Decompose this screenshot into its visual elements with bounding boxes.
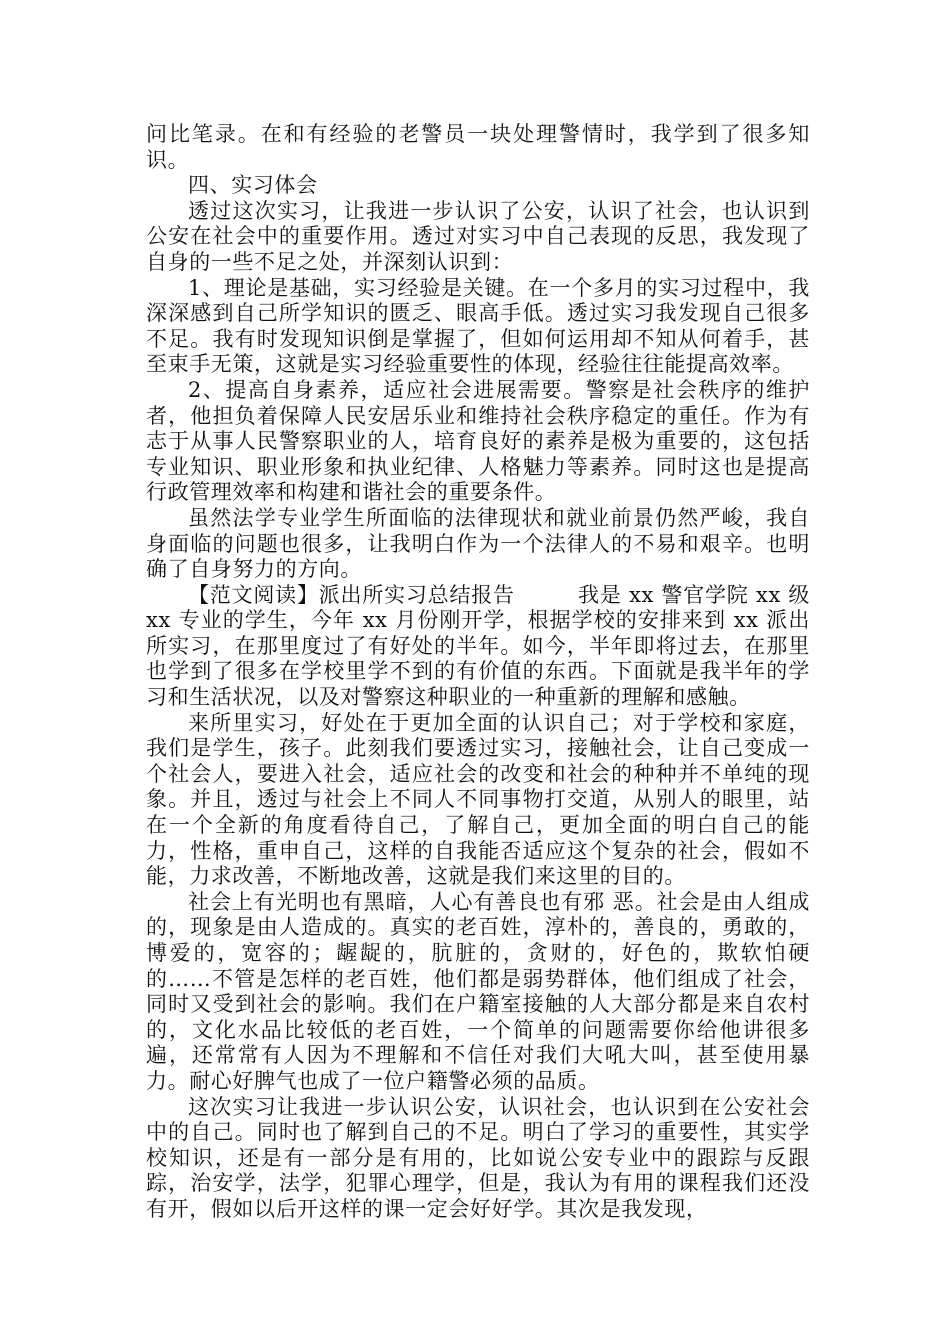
- section-heading: 四、实习体会: [188, 173, 318, 198]
- sample-title: 【范文阅读】派出所实习总结报告: [188, 582, 515, 607]
- paragraph-8: 社会上有光明也有黑暗，人心有善良也有邪 恶。社会是由人组成的，现象是由人造成的。真实的老百姓，淳朴的，善良的，勇敢的，博爱的，宽容的；龌龊的，肮脏的，贪财的，好色的，欺软怕硬的……不管是怎样的老百姓，他们都是弱势群体，他们组成了社会，同时又受到社会的影响。我们在户籍室接触的人大部分都是来自农村的，文化水品比较低的老百姓，一个简单的问题需要你给他讲很多遍，还常常有人因为不理解和不信任对我们大吼大叫，甚至使用暴力。耐心好脾气也成了一位户籍警必须的品质。: [146, 889, 810, 1093]
- paragraph-1: 问比笔录。在和有经验的老警员一块处理警情时，我学到了很多知识。: [146, 122, 810, 172]
- paragraph-3: 1、理论是基础，实习经验是关键。在一个多月的实习过程中，我深深感到自己所学知识的匮乏、眼高手低。透过实习我发现自己很多不足。我有时发现知识倒是掌握了，但如何运用却不知从何着手，甚至束手无策，这就是实习经验重要性的体现，经验往往能提高效率。: [146, 275, 810, 377]
- paragraph-4: 2、提高自身素养，适应社会进展需要。警察是社会秩序的维护者，他担负着保障人民安居乐业和维持社会秩序稳定的重任。作为有志于从事人民警察职业的人，培育良好的素养是极为重要的，这包括专业知识、职业形象和执业纪律、人格魅力等素养。同时这也是提高行政管理效率和构建和谐社会的重要条件。: [146, 377, 810, 505]
- paragraph-2: 透过这次实习，让我进一步认识了公安，认识了社会，也认识到公安在社会中的重要作用。透过对实习中自己表现的反思，我发现了自身的一些不足之处，并深刻认识到：: [146, 198, 810, 274]
- paragraph-7: 来所里实习，好处在于更加全面的认识自己；对于学校和家庭，我们是学生，孩子。此刻我们要透过实习，接触社会，让自己变成一个社会人，要进入社会，适应社会的改变和社会的种种并不单纯的现象。并且，透过与社会上不同人不同事物打交道，从别人的眼里，站在一个全新的角度看待自己，了解自己，更加全面的明白自己的能力，性格，重申自己，这样的自我能否适应这个复杂的社会，假如不能，力求改善，不断地改善，这就是我们来这里的目的。: [146, 710, 810, 889]
- paragraph-9: 这次实习让我进一步认识公安，认识社会，也认识到在公安社会中的自己。同时也了解到自己的不足。明白了学习的重要性，其实学校知识，还是有一部分是有用的，比如说公安专业中的跟踪与反跟踪，治安学，法学，犯罪心理学，但是，我认为有用的课程我们还没有开，假如以后开这样的课一定会好好学。其次是我发现，: [146, 1094, 810, 1221]
- paragraph-5: 虽然法学专业学生所面临的法律现状和就业前景仍然严峻，我自身面临的问题也很多，让我明白作为一个法律人的不易和艰辛。也明确了自身努力的方向。: [146, 505, 810, 582]
- paragraph-6: [146, 583, 810, 711]
- sample-intro: 我是 xx 警官学院 xx 级 xx 专业的学生，今年 xx 月份刚开学，根据学校的安排来到 xx 派出所实习，在那里度过了有好处的半年。如今，半年即将过去，在那里也学到了很多在学校里学不到的有价值的东西。下面就是我半年的学习和生活状况，以及对警察这种职业的一种重新的理解和感触。: [146, 582, 810, 710]
- document-page: [146, 122, 810, 1223]
